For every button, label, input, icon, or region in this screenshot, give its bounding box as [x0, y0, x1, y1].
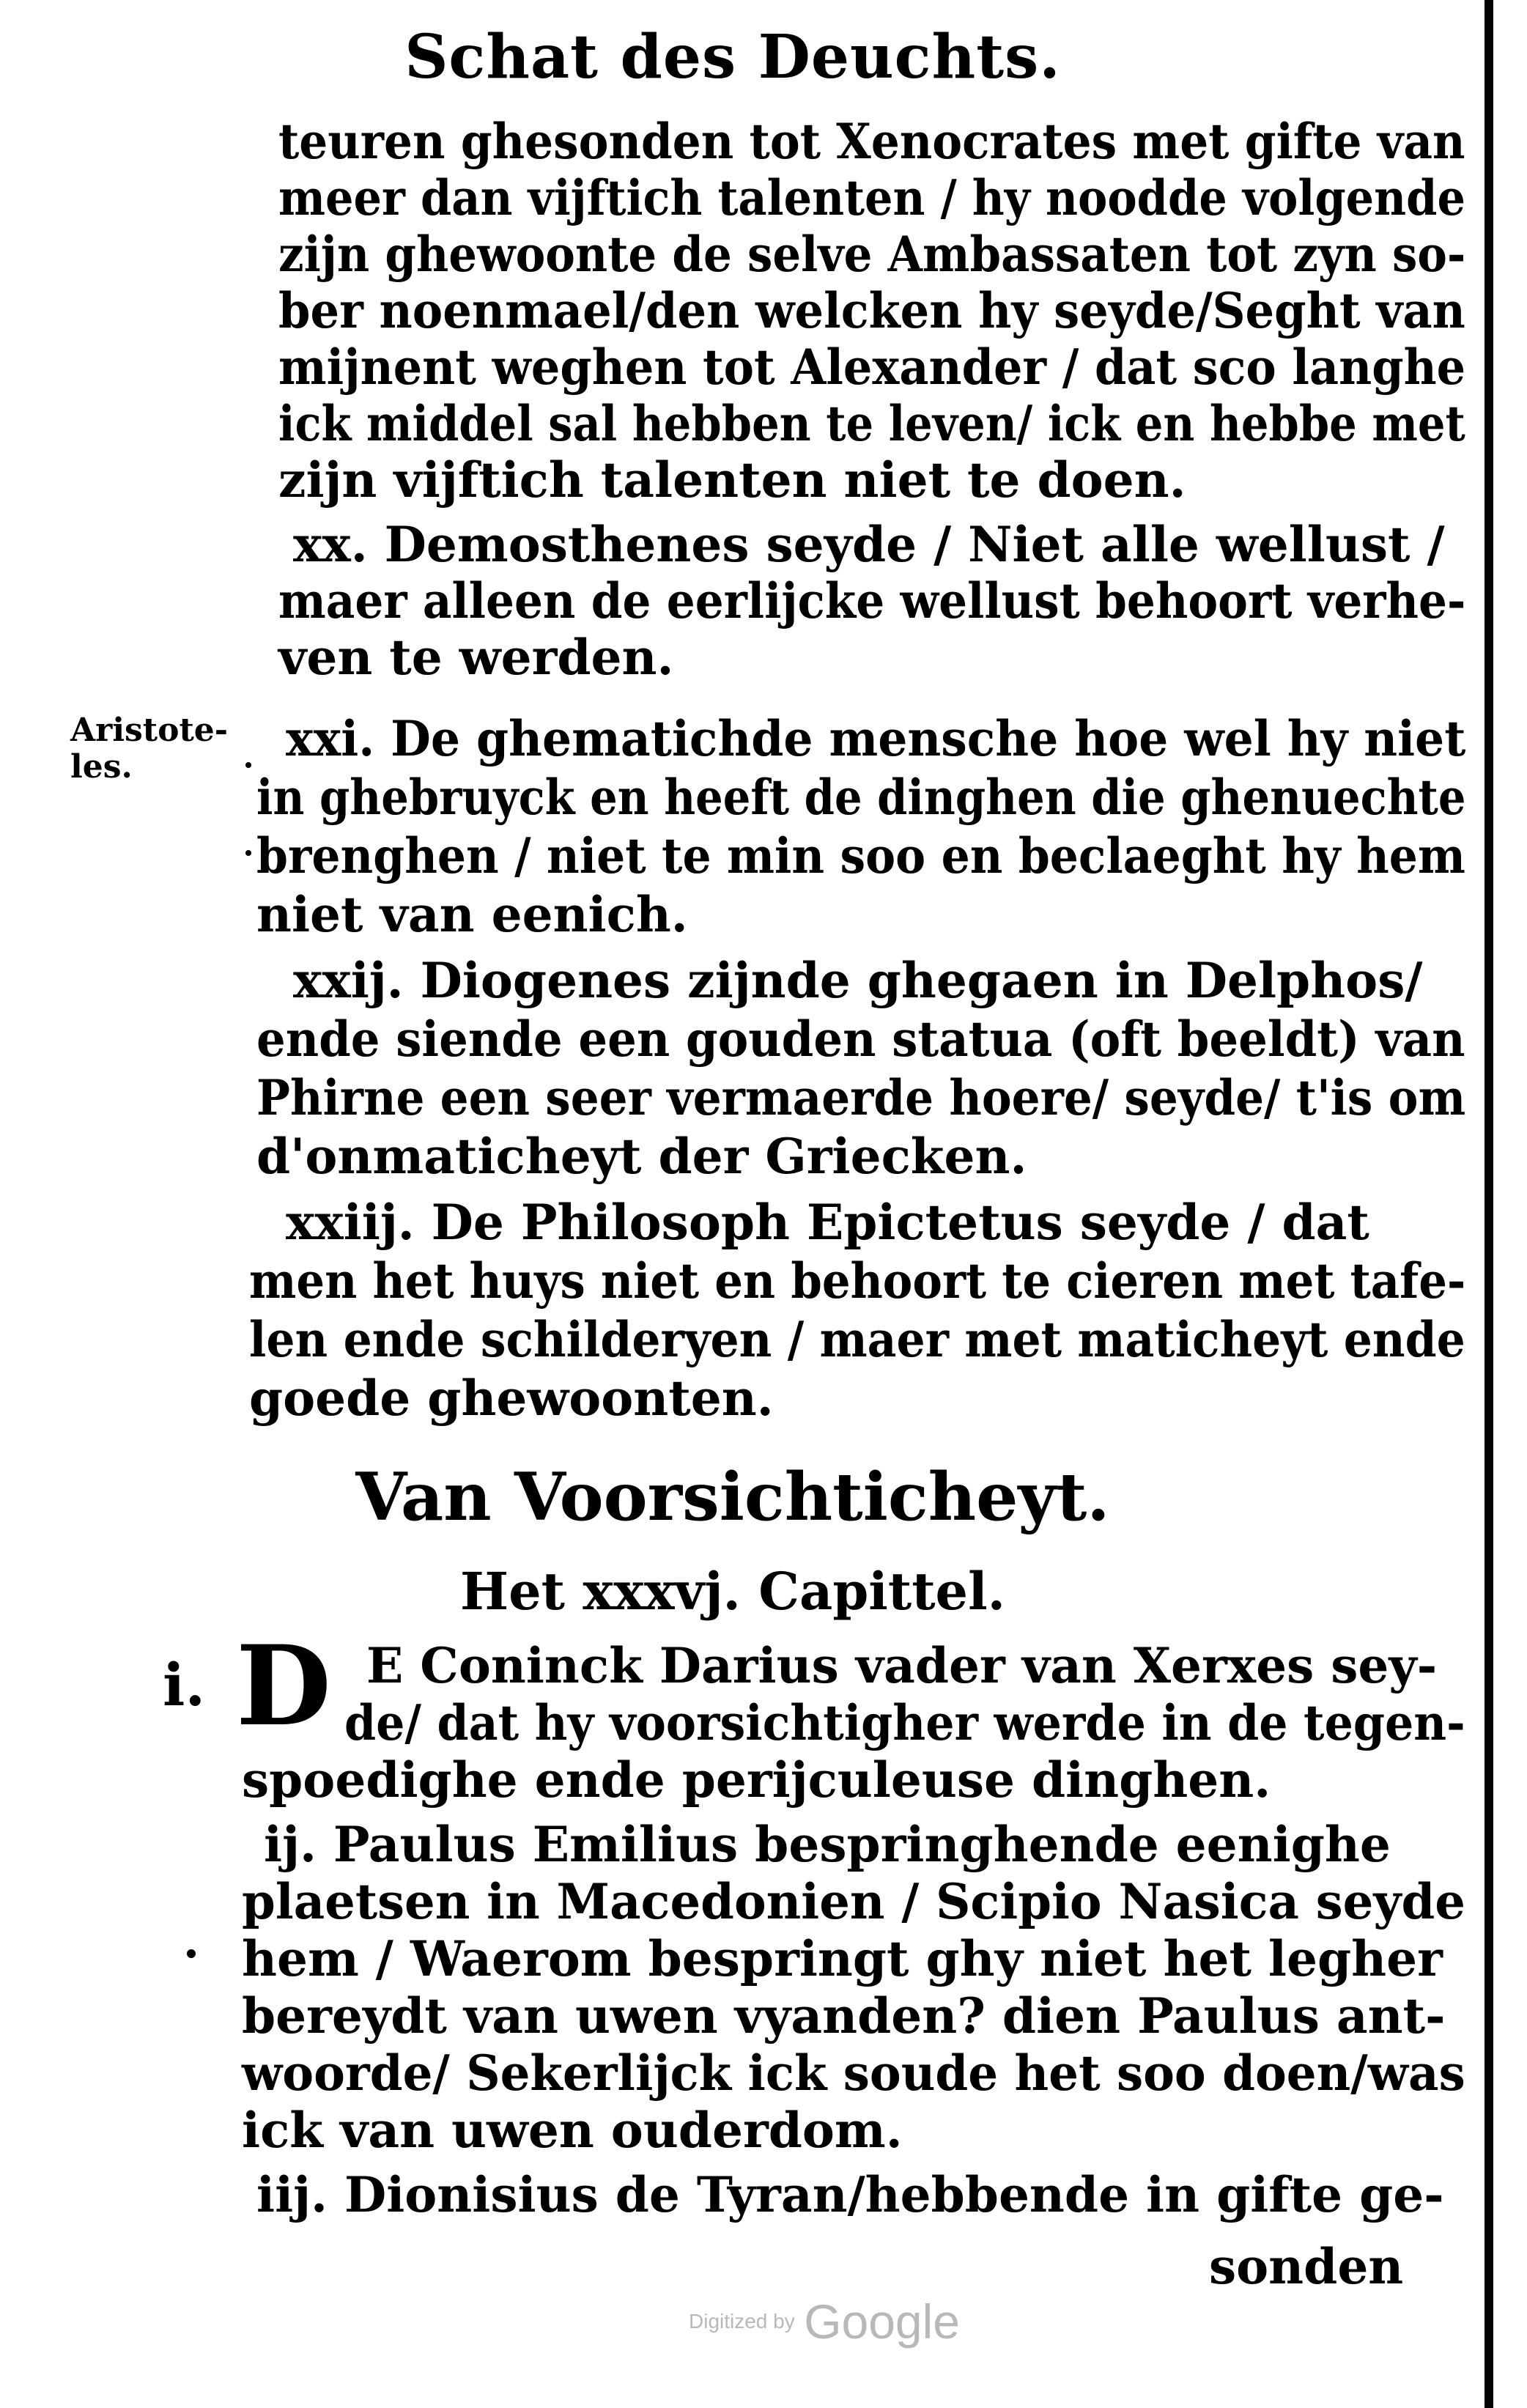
- text-line: len ende schilderyen / maer met maticheyt ende: [249, 1311, 1465, 1368]
- text-line: hem / Waerom bespringt ghy niet het legher: [242, 1930, 1443, 1987]
- text-line: in ghebruyck en heeft de dinghen die ghenuechte: [256, 769, 1466, 826]
- text-line: xx. Demosthenes seyde / Niet alle wellust /: [293, 516, 1445, 573]
- text-line: niet van eenich.: [256, 886, 688, 943]
- digitized-by-text: Digitized by: [689, 2310, 795, 2333]
- text-line: ick middel sal hebben te leven/ ick en hebbe met: [278, 395, 1465, 452]
- page-edge-border: [1485, 0, 1493, 2408]
- text-line: xxij. Diogenes zijnde ghegaen in Delphos/: [293, 952, 1423, 1009]
- chapter-title: Het xxxvj. Capittel.: [459, 1561, 1006, 1622]
- text-line: zijn ghewoonte de selve Ambassaten tot zyn so-: [278, 226, 1466, 283]
- text-line: E Coninck Darius vader van Xerxes sey-: [366, 1637, 1438, 1694]
- google-text: Google: [804, 2294, 961, 2349]
- section-title: Van Voorsichticheyt.: [355, 1458, 1110, 1536]
- text-line: brenghen / niet te min soo en beclaeght hy hem: [256, 827, 1465, 884]
- ink-speck: [187, 1949, 196, 1958]
- ink-speck: [245, 850, 251, 856]
- text-line: spoedighe ende perijculeuse dinghen.: [242, 1751, 1271, 1809]
- drop-cap: D: [236, 1622, 332, 1751]
- text-line: xxi. De ghematichde mensche hoe wel hy niet: [286, 710, 1466, 767]
- paragraph-number: i.: [163, 1650, 206, 1719]
- text-line: woorde/ Sekerlijck ick soude het soo doen/was: [242, 2045, 1465, 2102]
- text-line: iij. Dionisius de Tyran/hebbende in gifte ge-: [256, 2166, 1444, 2223]
- margin-note-line: les.: [70, 748, 133, 786]
- margin-note-line: Aristote-: [70, 712, 229, 749]
- text-line: Phirne een seer vermaerde hoere/ seyde/ t'is om: [256, 1069, 1466, 1126]
- text-line: teuren ghesonden tot Xenocrates met gifte van: [278, 113, 1465, 170]
- text-line: xxiij. De Philosoph Epictetus seyde / dat: [286, 1194, 1369, 1251]
- text-line: ende siende een gouden statua (oft beeldt) van: [256, 1011, 1465, 1068]
- text-line: men het huys niet en behoort te cieren met tafe-: [249, 1252, 1466, 1310]
- text-line: meer dan vijftich talenten / hy noodde volgende: [278, 169, 1465, 226]
- text-line: ij. Paulus Emilius bespringhende eenighe: [264, 1816, 1391, 1873]
- text-line: zijn vijftich talenten niet te doen.: [278, 451, 1186, 509]
- text-line: ick van uwen ouderdom.: [242, 2102, 903, 2159]
- text-line: mijnent weghen tot Alexander / dat sco langhe: [278, 339, 1466, 396]
- digitized-watermark: [689, 2294, 960, 2349]
- text-line: bereydt van uwen vyanden? dien Paulus ant-: [242, 1987, 1446, 2045]
- text-line: goede ghewoonten.: [249, 1370, 774, 1427]
- catchword: sonden: [1209, 2238, 1404, 2295]
- text-line: de/ dat hy voorsichtigher werde in de tegen-: [344, 1694, 1465, 1751]
- running-header: Schat des Deuchts.: [404, 22, 1061, 92]
- ink-speck: [245, 762, 251, 768]
- text-line: ven te werden.: [278, 629, 674, 686]
- text-line: d'onmaticheyt der Griecken.: [256, 1128, 1027, 1185]
- text-line: ber noenmael/den welcken hy seyde/Seght van: [278, 282, 1465, 339]
- text-line: plaetsen in Macedonien / Scipio Nasica seyde: [242, 1873, 1465, 1930]
- text-line: maer alleen de eerlijcke wellust behoort verhe-: [278, 572, 1466, 629]
